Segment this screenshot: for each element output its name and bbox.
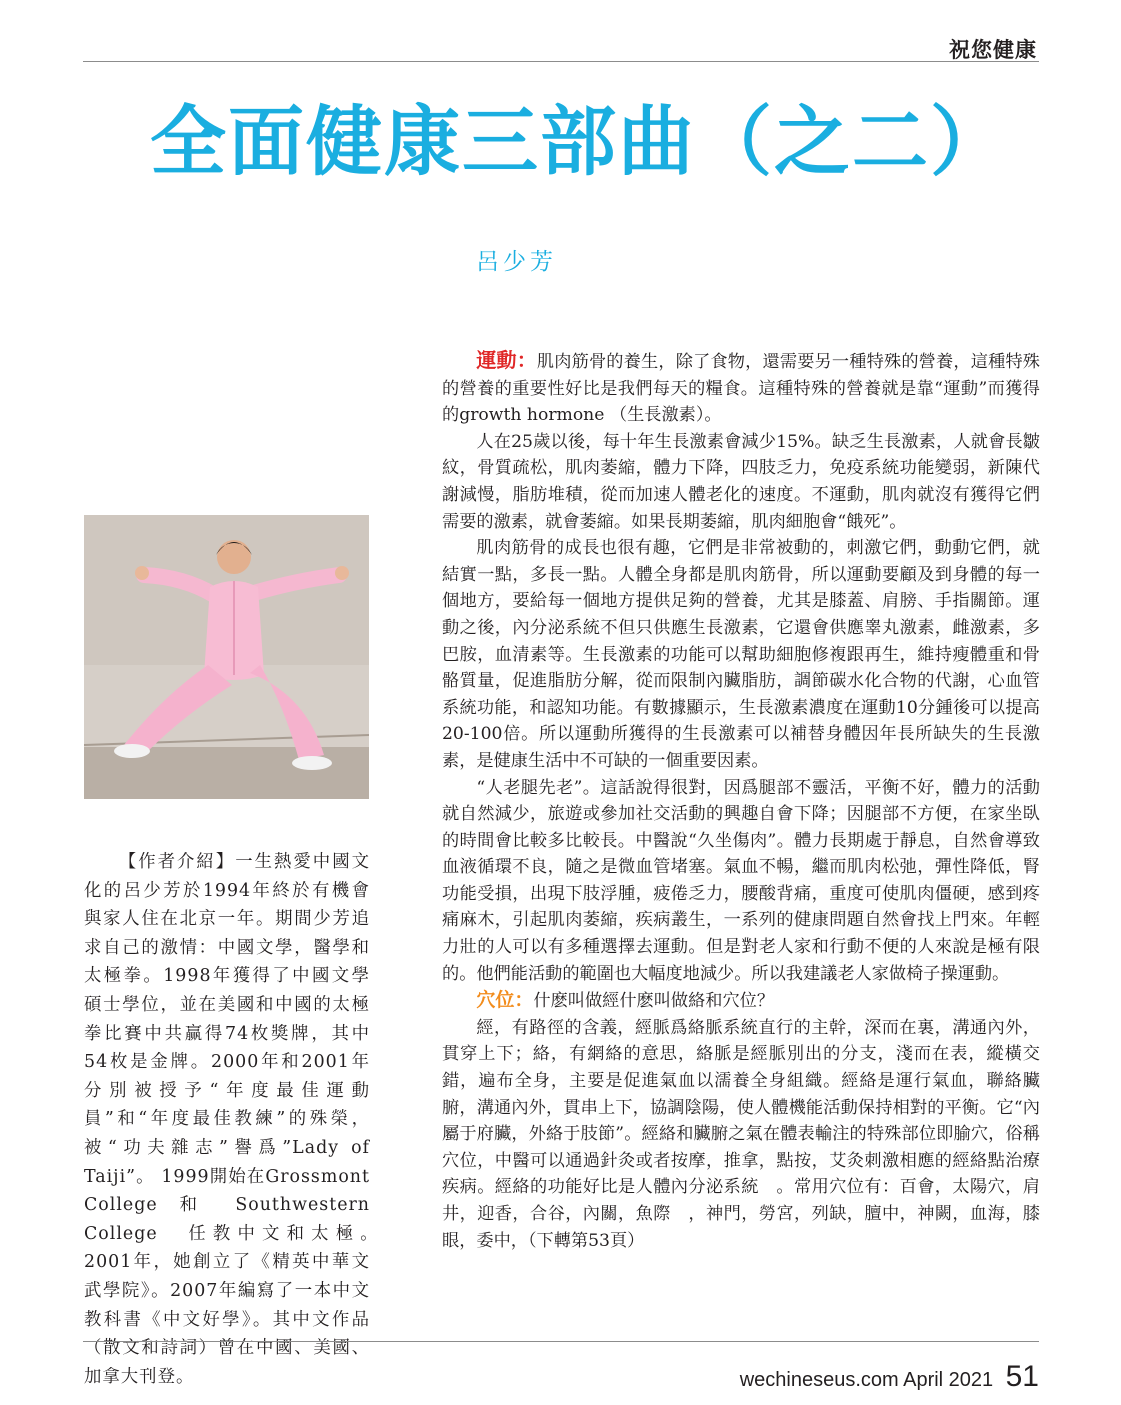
paragraph-legs-age: “人老腿先老”。這話說得很對，因爲腿部不靈活，平衡不好，體力的活動就自然減少，旅遊或參加社交活動的興趣自會下降；因腿部不方便，在家坐臥的時間會比較多比較長。中醫說“久坐傷肉”。體力長期處于靜息，自然會導致血液循環不良，隨之是微血管堵塞。氣血不暢，繼而肌肉松弛，彈性降低，腎功能受損，出現下肢浮腫，疲倦乏力，腰酸背痛，重度可使肌肉僵硬，感到疼痛麻木，引起肌肉萎縮，疾病叢生，一系列的健康問題自然會找上門來。年輕力壯的人可以有多種選擇去運動。但是對老人家和行動不便的人來說是極有限的。他們能活動的範圍也大幅度地減少。所以我建議老人家做椅子操運動。 xyxy=(442,777,1040,984)
section-label: 祝您健康 xyxy=(949,37,1037,62)
paragraph-growth-hormone: 人在25歲以後，每十年生長激素會減少15%。缺乏生長激素，人就會長皺紋，骨質疏松，肌肉萎縮，體力下降，四肢乏力，免疫系統功能變弱，新陳代謝減慢，脂肪堆積，從而加速人體老化的速度。不運動，肌肉就沒有獲得它們需要的激素，就會萎縮。如果長期萎縮，肌肉細胞會“餓死”。 xyxy=(442,431,1040,532)
heading-acupoints: 穴位： xyxy=(476,989,534,1012)
paragraph-exercise-text: 肌肉筋骨的養生，除了食物，還需要另一種特殊的營養，這種特殊的營養的重要性好比是我們每天的糧食。這種特殊的營養就是靠“運動”而獲得的growth hormone （生長激素）。 xyxy=(442,352,1040,426)
paragraph-acupoints-question: 什麽叫做經什麽叫做絡和穴位？ xyxy=(533,991,775,1012)
article-body xyxy=(442,347,1040,1254)
page-number: 51 xyxy=(1005,1360,1039,1393)
paragraph-meridians: 經，有路徑的含義，經脈爲絡脈系統直行的主幹，深而在裏，溝通內外，貫穿上下；絡，有網絡的意思，絡脈是經脈別出的分支，淺而在表，縱橫交錯，遍布全身，主要是促進氣血以濡養全身組織。經絡是運行氣血，聯絡臟腑，溝通內外，貫串上下，協調陰陽，使人體機能活動保持相對的平衡。它“內屬于府臟，外絡于肢節”。經絡和臟腑之氣在體表輸注的特殊部位即腧穴，俗稱穴位，中醫可以通過針灸或者按摩，推拿，點按，艾灸刺激相應的經絡點治療疾病。經絡的功能好比是人體內分泌系統 。常用穴位有：百會，太陽穴，肩井，迎香，合谷，內關，魚際 ，神門，勞宮，列缺，膻中，神闕，血海，膝眼，委中，（下轉第53頁） xyxy=(442,1017,1040,1251)
author-bio xyxy=(84,848,389,1391)
page-footer xyxy=(740,1360,1039,1394)
article-author: 呂少芳 xyxy=(476,249,557,275)
paragraph-exercise-intro xyxy=(442,347,1040,429)
tai-chi-woman-photo-icon xyxy=(84,515,369,799)
paragraph-muscle-growth: 肌肉筋骨的成長也很有趣，它們是非常被動的，刺激它們，動動它們，就結實一點，多長一點。人體全身都是肌肉筋骨，所以運動要顧及到身體的每一個地方，要給每一個地方提供足夠的營養，尤其是膝蓋、肩膀、手指關節。運動之後，內分泌系統不但只供應生長激素，它還會供應睾丸激素，雌激素，多巴胺，血清素等。生長激素的功能可以幫助細胞修複跟再生，維持瘦體重和骨骼質量，促進脂肪分解，從而限制內臟脂肪，調節碳水化合物的代謝，心血管系統功能，和認知功能。有數據顯示，生長激素濃度在運動10分鍾後可以提高20-100倍。所以運動所獲得的生長激素可以補替身體因年長所缺失的生長激素，是健康生活中不可缺的一個重要因素。 xyxy=(442,538,1040,771)
top-divider xyxy=(83,61,1039,62)
article-title: 全面健康三部曲（之二） xyxy=(150,97,1008,186)
footer-publication: wechineseus.com April 2021 xyxy=(739,1369,994,1391)
paragraph-acupoints-intro xyxy=(442,987,1040,1015)
heading-exercise: 運動： xyxy=(476,348,537,372)
author-photo xyxy=(84,515,369,799)
author-bio-text: 【作者介紹】一生熱愛中國文化的呂少芳於1994年終於有機會與家人住在北京一年。期間少芳追求自己的激情：中國文學，醫學和太極拳。1998年獲得了中國文學碩士學位，並在美國和中國的太極拳比賽中共赢得74枚獎牌，其中54枚是金牌。2000年和2001年分別被授予“年度最佳運動員”和“年度最佳教練”的殊榮，被“功夫雜志”譽爲”Lady of Taiji”。 1999開始在Grossmont College 和 Southwestern College 任教中文和太極。 2001年，她創立了《精英中華文武學院》。2007年編寫了一本中文教科書《中文好學》。其中文作品（散文和詩詞）曾在中國、美國、加拿大刊登。 xyxy=(84,852,389,1387)
bottom-divider xyxy=(83,1341,1039,1342)
